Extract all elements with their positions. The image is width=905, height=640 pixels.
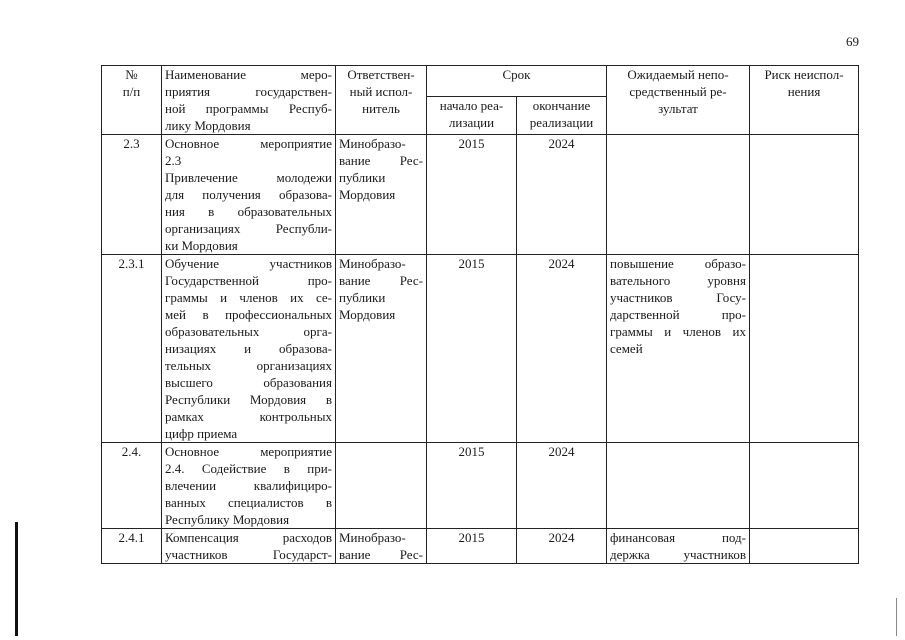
row-name-line: 2.4. Содействие в при- <box>165 461 332 476</box>
row-name-line: участников Государст- <box>165 547 332 562</box>
row-resp-line: вание Рес- <box>339 153 423 168</box>
program-activities-table <box>101 65 859 564</box>
header-result-line: Ожидаемый непо- <box>627 67 729 82</box>
row-num: 2.4. <box>102 443 162 529</box>
row-risk <box>750 443 859 529</box>
row-num: 2.3.1 <box>102 255 162 443</box>
header-risk-line: нения <box>787 84 821 99</box>
row-responsible <box>336 443 427 529</box>
row-result-line: семей <box>610 341 643 356</box>
scan-edge-left <box>15 522 18 636</box>
row-result <box>607 135 750 255</box>
row-name <box>162 443 336 529</box>
row-name-line: рамках контрольных <box>165 409 332 424</box>
page-number: 69 <box>846 34 859 49</box>
row-resp-line: Мордовия <box>339 187 396 202</box>
table-header-row <box>102 66 859 97</box>
table-row <box>102 529 859 564</box>
row-result-line: вательного уровня <box>610 273 746 288</box>
row-resp-line: Минобразо- <box>339 136 406 151</box>
row-name-line: ванных специалистов в <box>165 495 332 510</box>
row-start: 2015 <box>427 529 517 564</box>
header-name-line: лику Мордовия <box>165 118 251 133</box>
row-name-line: Привлечение молодежи <box>165 170 332 185</box>
row-start: 2015 <box>427 443 517 529</box>
header-result <box>607 66 750 135</box>
header-start-line: начало реа- <box>439 98 504 113</box>
row-num: 2.3 <box>102 135 162 255</box>
row-name-line: Государственной про- <box>165 273 332 288</box>
table-row <box>102 443 859 529</box>
row-resp-line: Мордовия <box>339 307 396 322</box>
row-name-line: низациях и образова- <box>165 341 332 356</box>
row-responsible <box>336 135 427 255</box>
row-name-line: Республику Мордовия <box>165 512 290 527</box>
row-name-line: Компенсация расходов <box>165 530 332 545</box>
row-result <box>607 255 750 443</box>
row-result-line: финансовая под- <box>610 530 746 545</box>
row-risk <box>750 255 859 443</box>
header-result-line: зультат <box>658 101 698 116</box>
row-name-line: граммы и членов их се- <box>165 290 332 305</box>
header-name <box>162 66 336 135</box>
row-resp-line: Минобразо- <box>339 256 406 271</box>
header-result-line: средственный ре- <box>629 84 727 99</box>
header-num-line: № <box>125 67 138 82</box>
header-name-line: приятия государствен- <box>165 84 332 99</box>
row-risk <box>750 529 859 564</box>
header-name-line: ной программы Респуб- <box>165 101 332 116</box>
row-name-line: Основное мероприятие <box>165 444 332 459</box>
header-resp-line: нитель <box>362 101 400 116</box>
row-responsible <box>336 255 427 443</box>
header-name-line: Наименование меро- <box>165 67 332 82</box>
row-name-line: организациях Республи- <box>165 221 332 236</box>
header-end <box>517 97 607 135</box>
row-resp-line: вание Рес- <box>339 273 423 288</box>
row-risk <box>750 135 859 255</box>
header-start-line: лизации <box>448 115 495 130</box>
row-resp-line: публики <box>339 170 386 185</box>
scan-edge-right <box>896 598 897 636</box>
table-row <box>102 135 859 255</box>
row-end: 2024 <box>517 135 607 255</box>
row-name-line: Обучение участников <box>165 256 332 271</box>
row-name-line: образовательных орга- <box>165 324 332 339</box>
row-responsible <box>336 529 427 564</box>
header-num <box>102 66 162 135</box>
row-end: 2024 <box>517 255 607 443</box>
row-num: 2.4.1 <box>102 529 162 564</box>
row-result <box>607 443 750 529</box>
row-name <box>162 135 336 255</box>
row-name-line: ния в образовательных <box>165 204 332 219</box>
row-name-line: высшего образования <box>165 375 332 390</box>
header-resp-line: ный испол- <box>349 84 413 99</box>
row-result-line: участников Госу- <box>610 290 746 305</box>
row-name <box>162 255 336 443</box>
row-end: 2024 <box>517 443 607 529</box>
row-start: 2015 <box>427 255 517 443</box>
row-result-line: дарственной про- <box>610 307 746 322</box>
row-result-line: граммы и членов их <box>610 324 746 339</box>
header-term: Срок <box>427 66 607 97</box>
row-name-line: Основное мероприятие <box>165 136 332 151</box>
row-result <box>607 529 750 564</box>
row-name-line: для получения образова- <box>165 187 332 202</box>
row-name <box>162 529 336 564</box>
row-start: 2015 <box>427 135 517 255</box>
header-resp-line: Ответствен- <box>347 67 415 82</box>
table-row <box>102 255 859 443</box>
row-name-line: Республики Мордовия в <box>165 392 332 407</box>
header-end-line: окончание <box>532 98 591 113</box>
row-result-line: держка участников <box>610 547 746 562</box>
row-resp-line: публики <box>339 290 386 305</box>
header-end-line: реализации <box>529 115 594 130</box>
row-name-line: влечении квалифициро- <box>165 478 332 493</box>
row-resp-line: Минобразо- <box>339 530 406 545</box>
row-name-line: 2.3 <box>165 153 182 168</box>
header-risk-line: Риск неиспол- <box>764 67 844 82</box>
row-name-line: тельных организациях <box>165 358 332 373</box>
header-start <box>427 97 517 135</box>
row-name-line: мей в профессиональных <box>165 307 332 322</box>
row-resp-line: вание Рес- <box>339 547 423 562</box>
header-responsible <box>336 66 427 135</box>
row-result-line: повышение образо- <box>610 256 746 271</box>
row-name-line: цифр приема <box>165 426 238 441</box>
row-end: 2024 <box>517 529 607 564</box>
header-risk <box>750 66 859 135</box>
header-num-line: п/п <box>122 84 141 99</box>
row-name-line: ки Мордовия <box>165 238 238 253</box>
